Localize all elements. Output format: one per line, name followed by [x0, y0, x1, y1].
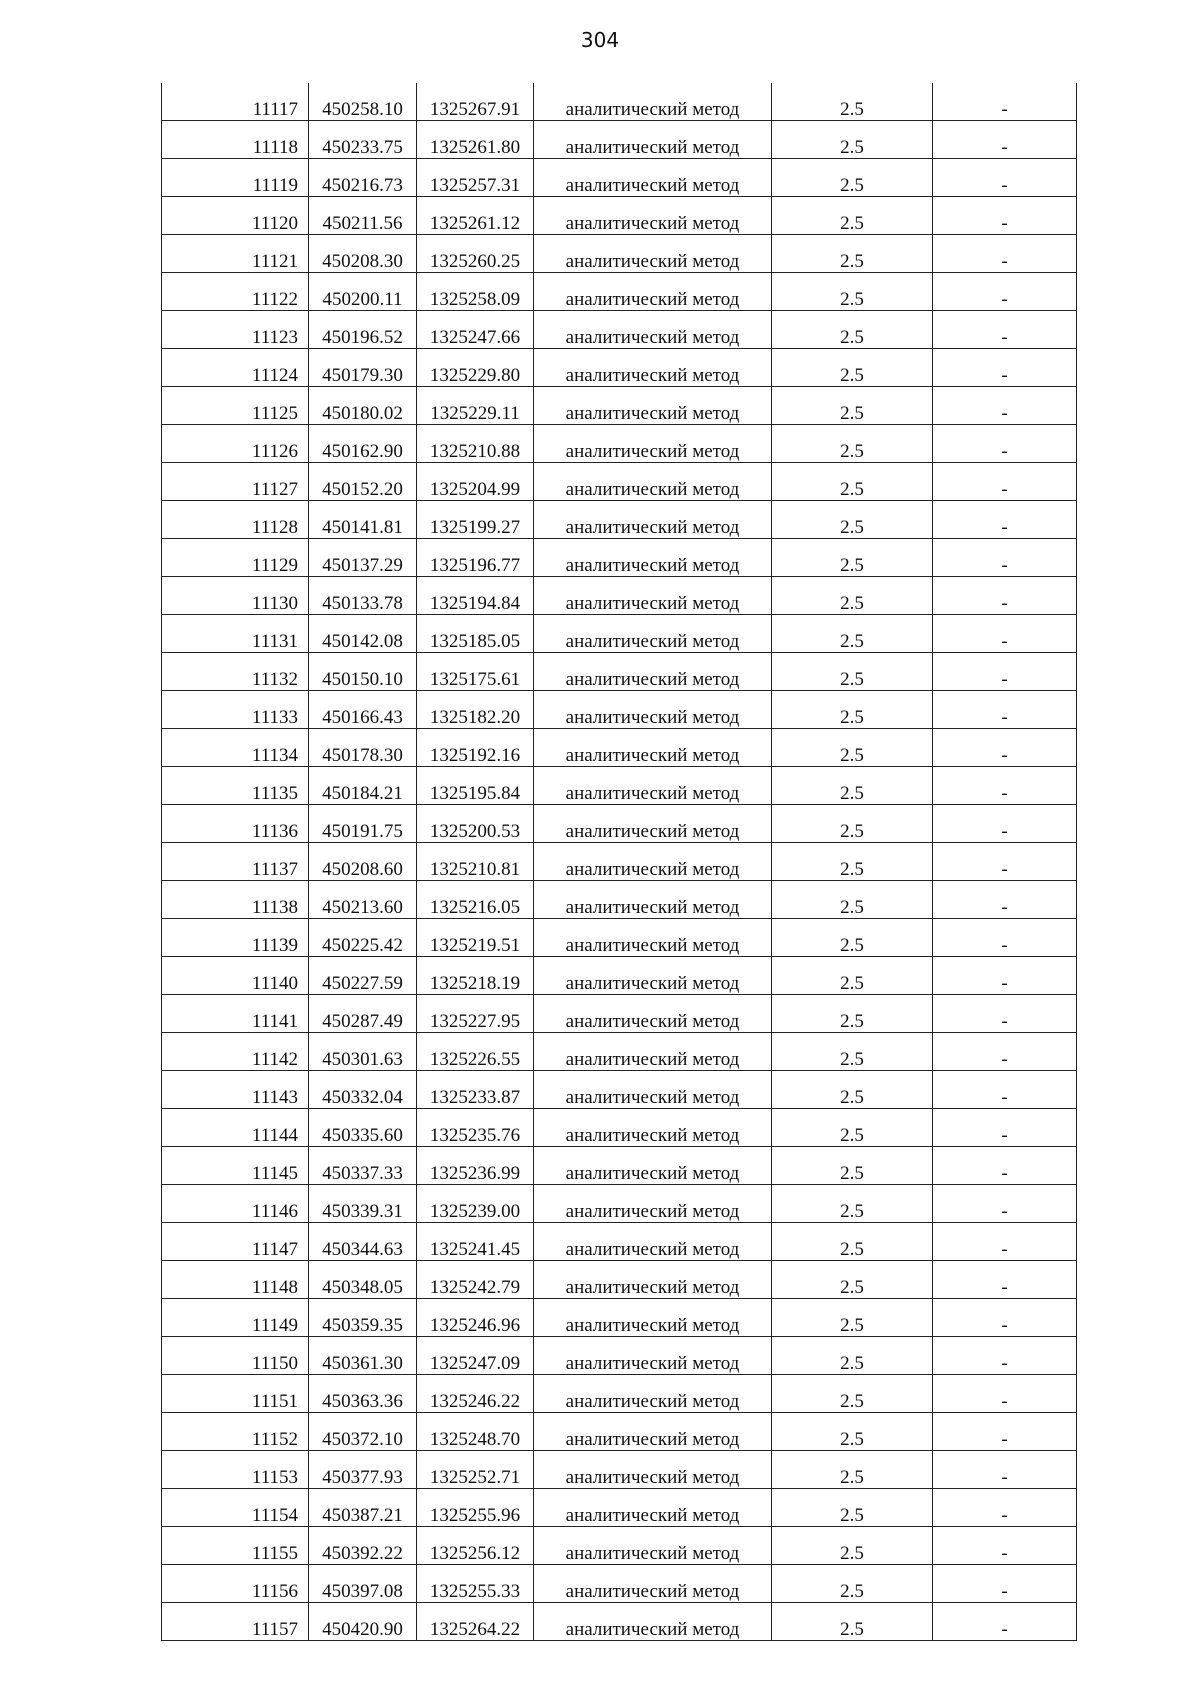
note-cell: -: [933, 1261, 1077, 1299]
note-cell: -: [933, 235, 1077, 273]
x-coordinate-cell: 450363.36: [309, 1375, 417, 1413]
accuracy-cell: 2.5: [772, 1603, 933, 1641]
method-cell: аналитический метод: [534, 995, 772, 1033]
point-number-cell: 11144: [162, 1109, 309, 1147]
table-row: [162, 843, 1077, 881]
point-number-cell: 11138: [162, 881, 309, 919]
accuracy-cell: 2.5: [772, 919, 933, 957]
accuracy-cell: 2.5: [772, 197, 933, 235]
table-row: [162, 881, 1077, 919]
note-cell: -: [933, 843, 1077, 881]
x-coordinate-cell: 450301.63: [309, 1033, 417, 1071]
x-coordinate-cell: 450420.90: [309, 1603, 417, 1641]
y-coordinate-cell: 1325260.25: [417, 235, 534, 273]
table-row: [162, 1375, 1077, 1413]
y-coordinate-cell: 1325194.84: [417, 577, 534, 615]
method-cell: аналитический метод: [534, 729, 772, 767]
accuracy-cell: 2.5: [772, 957, 933, 995]
y-coordinate-cell: 1325210.88: [417, 425, 534, 463]
method-cell: аналитический метод: [534, 235, 772, 273]
y-coordinate-cell: 1325247.66: [417, 311, 534, 349]
note-cell: -: [933, 1185, 1077, 1223]
point-number-cell: 11118: [162, 121, 309, 159]
method-cell: аналитический метод: [534, 1109, 772, 1147]
method-cell: аналитический метод: [534, 1489, 772, 1527]
table-row: [162, 1413, 1077, 1451]
x-coordinate-cell: 450258.10: [309, 83, 417, 121]
table-row: [162, 1185, 1077, 1223]
note-cell: -: [933, 767, 1077, 805]
accuracy-cell: 2.5: [772, 1071, 933, 1109]
accuracy-cell: 2.5: [772, 805, 933, 843]
point-number-cell: 11152: [162, 1413, 309, 1451]
method-cell: аналитический метод: [534, 1033, 772, 1071]
method-cell: аналитический метод: [534, 1603, 772, 1641]
note-cell: -: [933, 159, 1077, 197]
note-cell: -: [933, 957, 1077, 995]
y-coordinate-cell: 1325242.79: [417, 1261, 534, 1299]
accuracy-cell: 2.5: [772, 1185, 933, 1223]
accuracy-cell: 2.5: [772, 577, 933, 615]
x-coordinate-cell: 450372.10: [309, 1413, 417, 1451]
accuracy-cell: 2.5: [772, 1223, 933, 1261]
point-number-cell: 11146: [162, 1185, 309, 1223]
note-cell: -: [933, 425, 1077, 463]
note-cell: -: [933, 1109, 1077, 1147]
method-cell: аналитический метод: [534, 121, 772, 159]
point-number-cell: 11135: [162, 767, 309, 805]
note-cell: -: [933, 1033, 1077, 1071]
method-cell: аналитический метод: [534, 1185, 772, 1223]
point-number-cell: 11119: [162, 159, 309, 197]
table-row: [162, 273, 1077, 311]
y-coordinate-cell: 1325239.00: [417, 1185, 534, 1223]
accuracy-cell: 2.5: [772, 463, 933, 501]
table-row: [162, 653, 1077, 691]
page-number: 304: [580, 28, 620, 52]
note-cell: -: [933, 995, 1077, 1033]
y-coordinate-cell: 1325204.99: [417, 463, 534, 501]
y-coordinate-cell: 1325196.77: [417, 539, 534, 577]
accuracy-cell: 2.5: [772, 1147, 933, 1185]
table-row: [162, 539, 1077, 577]
point-number-cell: 11157: [162, 1603, 309, 1641]
note-cell: -: [933, 463, 1077, 501]
point-number-cell: 11120: [162, 197, 309, 235]
y-coordinate-cell: 1325200.53: [417, 805, 534, 843]
table-row: [162, 577, 1077, 615]
method-cell: аналитический метод: [534, 159, 772, 197]
accuracy-cell: 2.5: [772, 539, 933, 577]
method-cell: аналитический метод: [534, 1413, 772, 1451]
accuracy-cell: 2.5: [772, 1337, 933, 1375]
x-coordinate-cell: 450141.81: [309, 501, 417, 539]
y-coordinate-cell: 1325255.33: [417, 1565, 534, 1603]
point-number-cell: 11143: [162, 1071, 309, 1109]
method-cell: аналитический метод: [534, 311, 772, 349]
table-row: [162, 1299, 1077, 1337]
method-cell: аналитический метод: [534, 919, 772, 957]
point-number-cell: 11136: [162, 805, 309, 843]
point-number-cell: 11121: [162, 235, 309, 273]
note-cell: -: [933, 349, 1077, 387]
point-number-cell: 11142: [162, 1033, 309, 1071]
table-row: [162, 919, 1077, 957]
x-coordinate-cell: 450387.21: [309, 1489, 417, 1527]
point-number-cell: 11150: [162, 1337, 309, 1375]
y-coordinate-cell: 1325246.96: [417, 1299, 534, 1337]
y-coordinate-cell: 1325235.76: [417, 1109, 534, 1147]
point-number-cell: 11147: [162, 1223, 309, 1261]
accuracy-cell: 2.5: [772, 349, 933, 387]
y-coordinate-cell: 1325255.96: [417, 1489, 534, 1527]
note-cell: -: [933, 387, 1077, 425]
point-number-cell: 11128: [162, 501, 309, 539]
method-cell: аналитический метод: [534, 539, 772, 577]
method-cell: аналитический метод: [534, 1299, 772, 1337]
accuracy-cell: 2.5: [772, 1527, 933, 1565]
x-coordinate-cell: 450339.31: [309, 1185, 417, 1223]
table-row: [162, 805, 1077, 843]
x-coordinate-cell: 450359.35: [309, 1299, 417, 1337]
y-coordinate-cell: 1325219.51: [417, 919, 534, 957]
x-coordinate-cell: 450227.59: [309, 957, 417, 995]
y-coordinate-cell: 1325267.91: [417, 83, 534, 121]
x-coordinate-cell: 450287.49: [309, 995, 417, 1033]
x-coordinate-cell: 450133.78: [309, 577, 417, 615]
y-coordinate-cell: 1325229.11: [417, 387, 534, 425]
x-coordinate-cell: 450335.60: [309, 1109, 417, 1147]
method-cell: аналитический метод: [534, 805, 772, 843]
table-row: [162, 1223, 1077, 1261]
table-row: [162, 1147, 1077, 1185]
table-row: [162, 1337, 1077, 1375]
accuracy-cell: 2.5: [772, 1109, 933, 1147]
note-cell: -: [933, 1489, 1077, 1527]
y-coordinate-cell: 1325216.05: [417, 881, 534, 919]
accuracy-cell: 2.5: [772, 387, 933, 425]
point-number-cell: 11125: [162, 387, 309, 425]
note-cell: -: [933, 1223, 1077, 1261]
point-number-cell: 11155: [162, 1527, 309, 1565]
note-cell: -: [933, 615, 1077, 653]
note-cell: -: [933, 805, 1077, 843]
table-row: [162, 349, 1077, 387]
method-cell: аналитический метод: [534, 1223, 772, 1261]
table-row: [162, 691, 1077, 729]
method-cell: аналитический метод: [534, 881, 772, 919]
y-coordinate-cell: 1325175.61: [417, 653, 534, 691]
point-number-cell: 11126: [162, 425, 309, 463]
note-cell: -: [933, 919, 1077, 957]
y-coordinate-cell: 1325192.16: [417, 729, 534, 767]
x-coordinate-cell: 450377.93: [309, 1451, 417, 1489]
note-cell: -: [933, 1375, 1077, 1413]
accuracy-cell: 2.5: [772, 767, 933, 805]
point-number-cell: 11153: [162, 1451, 309, 1489]
point-number-cell: 11151: [162, 1375, 309, 1413]
y-coordinate-cell: 1325233.87: [417, 1071, 534, 1109]
x-coordinate-cell: 450337.33: [309, 1147, 417, 1185]
accuracy-cell: 2.5: [772, 1261, 933, 1299]
note-cell: -: [933, 881, 1077, 919]
y-coordinate-cell: 1325261.12: [417, 197, 534, 235]
note-cell: -: [933, 1299, 1077, 1337]
point-number-cell: 11129: [162, 539, 309, 577]
table-row: [162, 957, 1077, 995]
method-cell: аналитический метод: [534, 83, 772, 121]
point-number-cell: 11145: [162, 1147, 309, 1185]
x-coordinate-cell: 450180.02: [309, 387, 417, 425]
method-cell: аналитический метод: [534, 349, 772, 387]
accuracy-cell: 2.5: [772, 1375, 933, 1413]
note-cell: -: [933, 121, 1077, 159]
accuracy-cell: 2.5: [772, 691, 933, 729]
note-cell: -: [933, 577, 1077, 615]
accuracy-cell: 2.5: [772, 1299, 933, 1337]
y-coordinate-cell: 1325246.22: [417, 1375, 534, 1413]
point-number-cell: 11124: [162, 349, 309, 387]
coordinates-table: [161, 83, 1077, 1641]
table-row: [162, 121, 1077, 159]
x-coordinate-cell: 450208.30: [309, 235, 417, 273]
note-cell: -: [933, 1603, 1077, 1641]
method-cell: аналитический метод: [534, 1071, 772, 1109]
accuracy-cell: 2.5: [772, 311, 933, 349]
point-number-cell: 11131: [162, 615, 309, 653]
method-cell: аналитический метод: [534, 1527, 772, 1565]
y-coordinate-cell: 1325261.80: [417, 121, 534, 159]
x-coordinate-cell: 450208.60: [309, 843, 417, 881]
table-row: [162, 235, 1077, 273]
x-coordinate-cell: 450348.05: [309, 1261, 417, 1299]
y-coordinate-cell: 1325226.55: [417, 1033, 534, 1071]
accuracy-cell: 2.5: [772, 83, 933, 121]
table-row: [162, 311, 1077, 349]
x-coordinate-cell: 450397.08: [309, 1565, 417, 1603]
table-row: [162, 1489, 1077, 1527]
method-cell: аналитический метод: [534, 1147, 772, 1185]
x-coordinate-cell: 450191.75: [309, 805, 417, 843]
note-cell: -: [933, 83, 1077, 121]
y-coordinate-cell: 1325258.09: [417, 273, 534, 311]
accuracy-cell: 2.5: [772, 881, 933, 919]
table-row: [162, 1261, 1077, 1299]
y-coordinate-cell: 1325252.71: [417, 1451, 534, 1489]
x-coordinate-cell: 450213.60: [309, 881, 417, 919]
table-row: [162, 1033, 1077, 1071]
point-number-cell: 11123: [162, 311, 309, 349]
accuracy-cell: 2.5: [772, 729, 933, 767]
accuracy-cell: 2.5: [772, 121, 933, 159]
y-coordinate-cell: 1325236.99: [417, 1147, 534, 1185]
method-cell: аналитический метод: [534, 1565, 772, 1603]
y-coordinate-cell: 1325185.05: [417, 615, 534, 653]
note-cell: -: [933, 311, 1077, 349]
note-cell: -: [933, 197, 1077, 235]
table-row: [162, 1603, 1077, 1641]
method-cell: аналитический метод: [534, 691, 772, 729]
note-cell: -: [933, 539, 1077, 577]
x-coordinate-cell: 450361.30: [309, 1337, 417, 1375]
note-cell: -: [933, 501, 1077, 539]
accuracy-cell: 2.5: [772, 1033, 933, 1071]
point-number-cell: 11127: [162, 463, 309, 501]
accuracy-cell: 2.5: [772, 1565, 933, 1603]
y-coordinate-cell: 1325227.95: [417, 995, 534, 1033]
point-number-cell: 11140: [162, 957, 309, 995]
table-row: [162, 83, 1077, 121]
accuracy-cell: 2.5: [772, 995, 933, 1033]
note-cell: -: [933, 1337, 1077, 1375]
accuracy-cell: 2.5: [772, 235, 933, 273]
x-coordinate-cell: 450150.10: [309, 653, 417, 691]
table-row: [162, 501, 1077, 539]
method-cell: аналитический метод: [534, 1451, 772, 1489]
method-cell: аналитический метод: [534, 1261, 772, 1299]
note-cell: -: [933, 1071, 1077, 1109]
method-cell: аналитический метод: [534, 425, 772, 463]
accuracy-cell: 2.5: [772, 1451, 933, 1489]
note-cell: -: [933, 653, 1077, 691]
table-row: [162, 387, 1077, 425]
y-coordinate-cell: 1325182.20: [417, 691, 534, 729]
method-cell: аналитический метод: [534, 463, 772, 501]
method-cell: аналитический метод: [534, 767, 772, 805]
y-coordinate-cell: 1325199.27: [417, 501, 534, 539]
x-coordinate-cell: 450184.21: [309, 767, 417, 805]
x-coordinate-cell: 450332.04: [309, 1071, 417, 1109]
y-coordinate-cell: 1325264.22: [417, 1603, 534, 1641]
point-number-cell: 11130: [162, 577, 309, 615]
point-number-cell: 11117: [162, 83, 309, 121]
accuracy-cell: 2.5: [772, 843, 933, 881]
point-number-cell: 11122: [162, 273, 309, 311]
x-coordinate-cell: 450216.73: [309, 159, 417, 197]
y-coordinate-cell: 1325218.19: [417, 957, 534, 995]
x-coordinate-cell: 450137.29: [309, 539, 417, 577]
point-number-cell: 11156: [162, 1565, 309, 1603]
method-cell: аналитический метод: [534, 387, 772, 425]
x-coordinate-cell: 450162.90: [309, 425, 417, 463]
point-number-cell: 11134: [162, 729, 309, 767]
note-cell: -: [933, 691, 1077, 729]
accuracy-cell: 2.5: [772, 425, 933, 463]
x-coordinate-cell: 450178.30: [309, 729, 417, 767]
point-number-cell: 11137: [162, 843, 309, 881]
x-coordinate-cell: 450211.56: [309, 197, 417, 235]
note-cell: -: [933, 1451, 1077, 1489]
method-cell: аналитический метод: [534, 615, 772, 653]
y-coordinate-cell: 1325241.45: [417, 1223, 534, 1261]
x-coordinate-cell: 450233.75: [309, 121, 417, 159]
method-cell: аналитический метод: [534, 197, 772, 235]
note-cell: -: [933, 1413, 1077, 1451]
method-cell: аналитический метод: [534, 1375, 772, 1413]
y-coordinate-cell: 1325257.31: [417, 159, 534, 197]
table-row: [162, 615, 1077, 653]
method-cell: аналитический метод: [534, 501, 772, 539]
table-row: [162, 159, 1077, 197]
coordinates-table-body: [162, 83, 1077, 1641]
point-number-cell: 11149: [162, 1299, 309, 1337]
x-coordinate-cell: 450166.43: [309, 691, 417, 729]
accuracy-cell: 2.5: [772, 653, 933, 691]
x-coordinate-cell: 450179.30: [309, 349, 417, 387]
accuracy-cell: 2.5: [772, 1489, 933, 1527]
point-number-cell: 11132: [162, 653, 309, 691]
note-cell: -: [933, 1147, 1077, 1185]
note-cell: -: [933, 729, 1077, 767]
y-coordinate-cell: 1325229.80: [417, 349, 534, 387]
point-number-cell: 11154: [162, 1489, 309, 1527]
accuracy-cell: 2.5: [772, 615, 933, 653]
note-cell: -: [933, 1527, 1077, 1565]
y-coordinate-cell: 1325256.12: [417, 1527, 534, 1565]
table-row: [162, 1109, 1077, 1147]
accuracy-cell: 2.5: [772, 501, 933, 539]
accuracy-cell: 2.5: [772, 273, 933, 311]
note-cell: -: [933, 273, 1077, 311]
method-cell: аналитический метод: [534, 1337, 772, 1375]
x-coordinate-cell: 450392.22: [309, 1527, 417, 1565]
table-row: [162, 1071, 1077, 1109]
table-row: [162, 729, 1077, 767]
table-row: [162, 1451, 1077, 1489]
table-row: [162, 1527, 1077, 1565]
x-coordinate-cell: 450142.08: [309, 615, 417, 653]
method-cell: аналитический метод: [534, 957, 772, 995]
table-row: [162, 425, 1077, 463]
y-coordinate-cell: 1325210.81: [417, 843, 534, 881]
x-coordinate-cell: 450225.42: [309, 919, 417, 957]
method-cell: аналитический метод: [534, 577, 772, 615]
point-number-cell: 11139: [162, 919, 309, 957]
table-row: [162, 463, 1077, 501]
x-coordinate-cell: 450344.63: [309, 1223, 417, 1261]
table-row: [162, 767, 1077, 805]
table-row: [162, 197, 1077, 235]
method-cell: аналитический метод: [534, 653, 772, 691]
table-row: [162, 995, 1077, 1033]
note-cell: -: [933, 1565, 1077, 1603]
point-number-cell: 11141: [162, 995, 309, 1033]
point-number-cell: 11148: [162, 1261, 309, 1299]
x-coordinate-cell: 450196.52: [309, 311, 417, 349]
y-coordinate-cell: 1325248.70: [417, 1413, 534, 1451]
method-cell: аналитический метод: [534, 273, 772, 311]
method-cell: аналитический метод: [534, 843, 772, 881]
y-coordinate-cell: 1325195.84: [417, 767, 534, 805]
table-row: [162, 1565, 1077, 1603]
accuracy-cell: 2.5: [772, 1413, 933, 1451]
y-coordinate-cell: 1325247.09: [417, 1337, 534, 1375]
accuracy-cell: 2.5: [772, 159, 933, 197]
x-coordinate-cell: 450200.11: [309, 273, 417, 311]
x-coordinate-cell: 450152.20: [309, 463, 417, 501]
point-number-cell: 11133: [162, 691, 309, 729]
